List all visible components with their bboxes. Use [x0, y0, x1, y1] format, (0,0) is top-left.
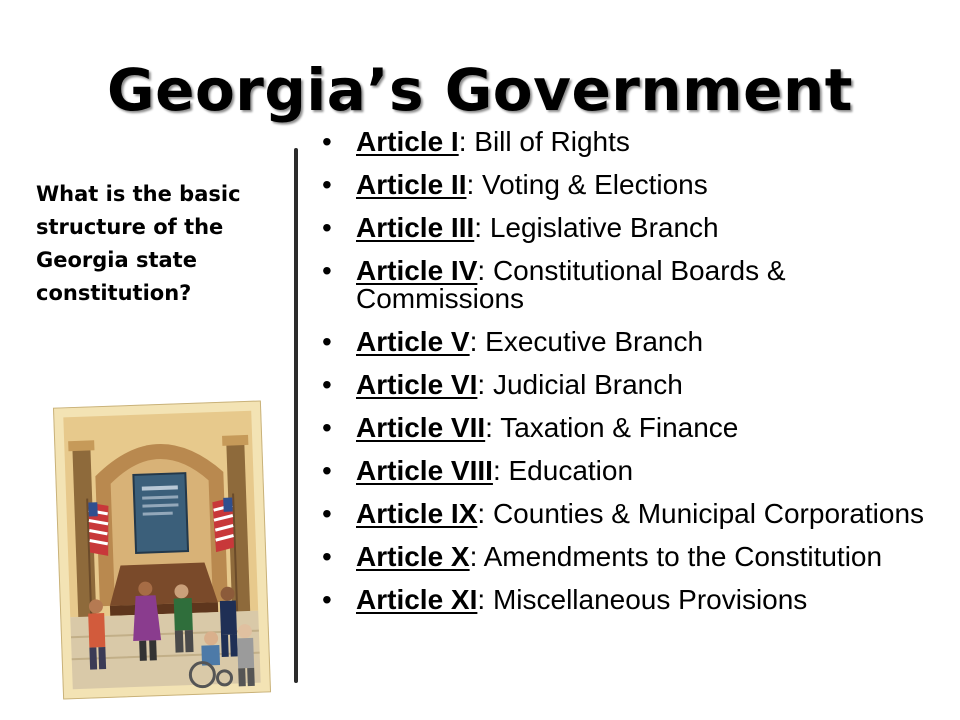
bullet-icon: • [322, 412, 332, 443]
bullet-icon: • [322, 169, 332, 200]
article-item [322, 500, 952, 528]
bullet-icon: • [322, 584, 332, 615]
article-label: Article XI [356, 584, 478, 615]
article-label: Article II [356, 169, 467, 200]
article-item [322, 457, 952, 485]
article-label: Article VI [356, 369, 478, 400]
article-item [322, 328, 952, 356]
article-description: : Judicial Branch [477, 369, 683, 400]
article-label: Article IV [356, 255, 478, 286]
bullet-icon: • [322, 126, 332, 157]
article-label: Article III [356, 212, 475, 243]
article-description: : Counties & Municipal Corporations [477, 498, 925, 529]
article-description: : Constitutional Boards & Commissions [356, 255, 786, 314]
bullet-icon: • [322, 326, 332, 357]
article-item [322, 214, 952, 242]
article-item [322, 128, 952, 156]
article-item [322, 543, 952, 571]
bullet-icon: • [322, 369, 332, 400]
article-description: : Education [492, 455, 634, 486]
article-item [322, 586, 952, 614]
question-text: What is the basic structure of the Georgia state constitution? [36, 182, 241, 305]
bullet-icon: • [322, 455, 332, 486]
article-description: : Executive Branch [469, 326, 704, 357]
article-item [322, 257, 952, 313]
article-description: : Miscellaneous Provisions [477, 584, 808, 615]
article-item [322, 371, 952, 399]
article-description: : Legislative Branch [474, 212, 719, 243]
article-label: Article VII [356, 412, 486, 443]
article-item [322, 414, 952, 442]
bullet-icon: • [322, 498, 332, 529]
bullet-icon: • [322, 541, 332, 572]
constitution-display-icon [53, 400, 271, 699]
article-item [322, 171, 952, 199]
article-description: : Bill of Rights [458, 126, 630, 157]
bullet-icon: • [322, 212, 332, 243]
bullet-icon: • [322, 255, 332, 286]
vertical-divider [294, 148, 298, 683]
article-label: Article V [356, 326, 470, 357]
article-label: Article I [356, 126, 459, 157]
article-description: : Voting & Elections [466, 169, 708, 200]
article-description: : Taxation & Finance [485, 412, 739, 443]
articles-list [322, 128, 952, 614]
slide-title: Georgia’s Government [107, 56, 853, 124]
article-label: Article IX [356, 498, 478, 529]
article-label: Article X [356, 541, 470, 572]
article-description: : Amendments to the Constitution [469, 541, 883, 572]
constitution-display-clipart [53, 400, 271, 699]
article-label: Article VIII [356, 455, 493, 486]
